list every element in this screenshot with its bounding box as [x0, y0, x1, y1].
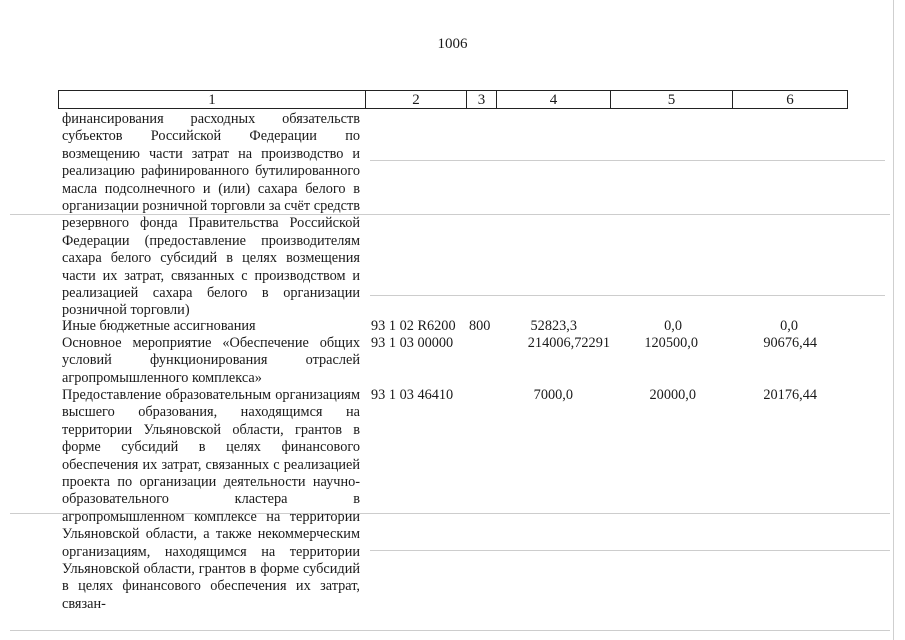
row-value-6: 90676,44: [763, 335, 817, 351]
table-header-row: [58, 90, 848, 109]
header-col-6: 6: [786, 92, 794, 108]
scan-line: [370, 550, 890, 551]
row-type: 800: [469, 318, 491, 334]
row-code: 93 1 02 R6200: [371, 318, 456, 334]
header-col-3: 3: [467, 91, 497, 108]
row-value-5: 0,0: [664, 318, 682, 334]
row-code: 93 1 03 46410: [371, 387, 454, 403]
row-name: Предоставление образовательным организациям высшего образования, находящимся на территории Ульяновской области, грантов в форме субсидий в целях финансового обеспечения их затрат, связанных с реализацией проекта по организации деятельности научно-образовательного кластера в агропромышленном комплексе на территории Ульяновской области, а также некоммерческим организациям, находящимся на территории Ульяновской области, грантов в форме субсидий в целях финансового обеспечения их затрат, связан-: [62, 387, 360, 612]
row-value-4: 52823,3: [530, 318, 577, 334]
row-name: Иные бюджетные ассигнования: [62, 318, 256, 334]
header-col-5: 5: [611, 91, 733, 108]
scan-line: [370, 160, 885, 161]
scan-line: [10, 630, 890, 631]
page-number: 1006: [437, 36, 468, 52]
row-code: 93 1 03 00000: [371, 335, 454, 351]
row-value-4: 7000,0: [533, 387, 573, 403]
row-value-4: 214006,72291: [527, 335, 610, 351]
row-value-5: 20000,0: [649, 387, 696, 403]
header-col-4: 4: [497, 91, 611, 108]
scan-line: [370, 295, 885, 296]
page-border: [893, 0, 894, 640]
header-col-1: 1: [59, 91, 366, 108]
row-value-5: 120500,0: [644, 335, 698, 351]
row-value-6: 0,0: [780, 318, 798, 334]
row-name: Основное мероприятие «Обеспечение общих условий функционирования отраслей агропромышленного комплекса»: [62, 335, 360, 386]
row-name: финансирования расходных обязательств субъектов Российской Федерации по возмещению части затрат на производство и реализацию рафинированного бутилированного масла подсолнечного и (или) сахара белого в организации розничной торговли за счёт средств резервного фонда Правительства Российской Федерации (предоставление производителям сахара белого субсидий в целях возмещения части их затрат, связанных с производством и реализацией сахара белого в организации розничной торговли): [62, 111, 360, 319]
header-col-2: 2: [366, 91, 467, 108]
row-value-6: 20176,44: [763, 387, 817, 403]
